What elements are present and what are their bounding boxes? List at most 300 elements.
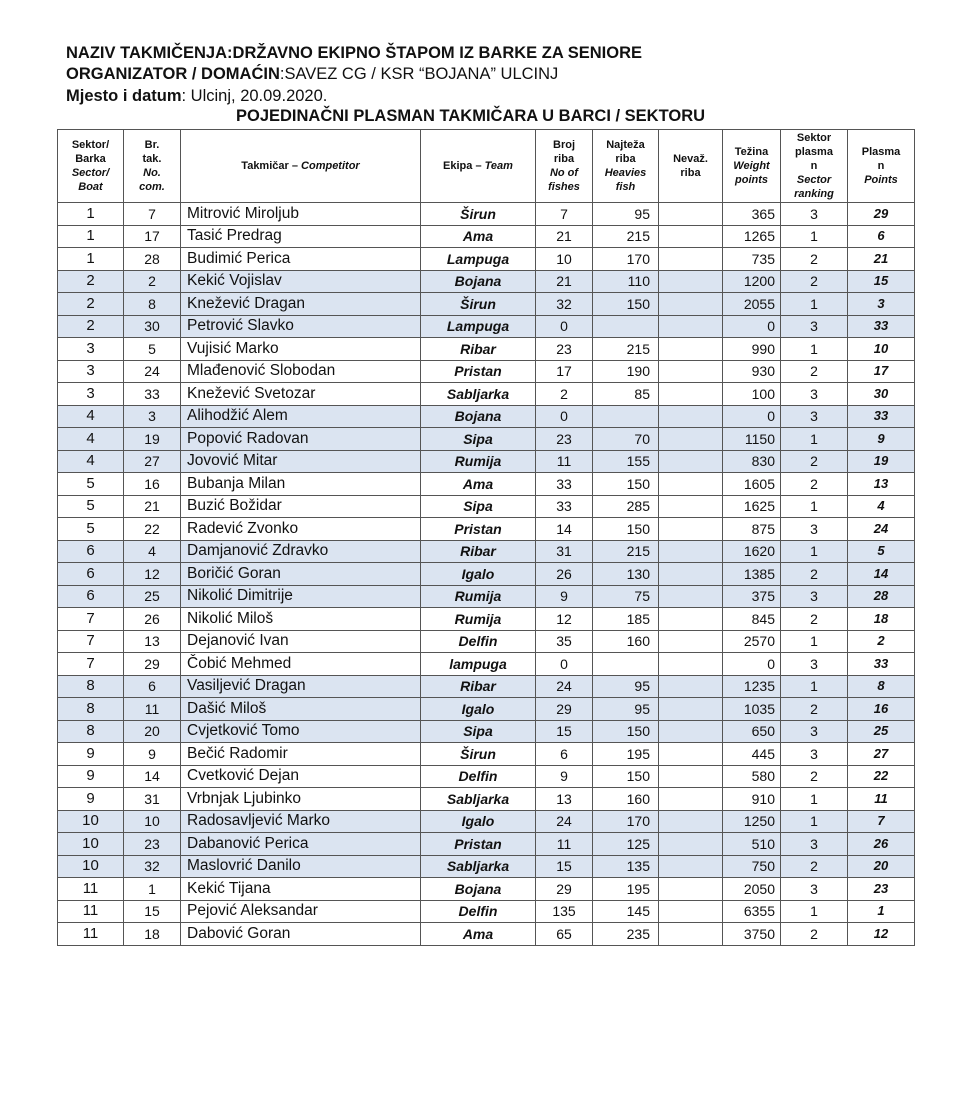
cell-points: 21 [848,248,915,271]
cell-sector: 5 [58,495,124,518]
cell-number: 19 [124,428,181,451]
cell-number: 23 [124,833,181,856]
cell-sector: 10 [58,833,124,856]
cell-sector: 5 [58,518,124,541]
cell-fishes: 15 [536,855,593,878]
cell-points: 2 [848,630,915,653]
cell-heaviest: 170 [593,248,659,271]
cell-invalid [659,225,723,248]
table-row [58,270,915,293]
cell-competitor: Radosavljević Marko [181,810,421,833]
cell-invalid [659,540,723,563]
table-row [58,743,915,766]
cell-points: 25 [848,720,915,743]
cell-heaviest: 125 [593,833,659,856]
cell-points: 16 [848,698,915,721]
cell-number: 10 [124,810,181,833]
cell-weight: 1235 [723,675,781,698]
cell-sector: 9 [58,788,124,811]
competition-value: DRŽAVNO EKIPNO ŠTAPOM IZ BARKE ZA SENIORE [232,44,642,62]
cell-sector-rank: 3 [781,720,848,743]
place-value: : Ulcinj, 20.09.2020. [181,87,328,105]
cell-number: 9 [124,743,181,766]
cell-sector: 11 [58,923,124,946]
cell-heaviest: 75 [593,585,659,608]
competition-name [66,43,642,63]
cell-competitor: Kekić Vojislav [181,270,421,293]
cell-weight: 0 [723,405,781,428]
cell-sector-rank: 1 [781,540,848,563]
cell-team: lampuga [421,653,536,676]
cell-sector-rank: 1 [781,495,848,518]
cell-heaviest: 150 [593,720,659,743]
cell-number: 24 [124,360,181,383]
table-row [58,788,915,811]
cell-weight: 100 [723,383,781,406]
cell-fishes: 0 [536,315,593,338]
cell-heaviest: 95 [593,675,659,698]
cell-invalid [659,608,723,631]
cell-sector-rank: 1 [781,810,848,833]
cell-fishes: 23 [536,428,593,451]
cell-heaviest: 145 [593,900,659,923]
cell-points: 27 [848,743,915,766]
cell-fishes: 12 [536,608,593,631]
cell-heaviest: 135 [593,855,659,878]
cell-invalid [659,900,723,923]
cell-number: 8 [124,293,181,316]
table-row [58,518,915,541]
cell-competitor: Nikolić Miloš [181,608,421,631]
table-row [58,428,915,451]
cell-sector: 11 [58,900,124,923]
cell-weight: 990 [723,338,781,361]
table-row [58,833,915,856]
cell-competitor: Buzić Božidar [181,495,421,518]
cell-fishes: 32 [536,293,593,316]
table-row [58,585,915,608]
cell-sector-rank: 2 [781,765,848,788]
cell-fishes: 13 [536,788,593,811]
cell-competitor: Popović Radovan [181,428,421,451]
cell-sector: 7 [58,653,124,676]
cell-fishes: 11 [536,833,593,856]
cell-number: 6 [124,675,181,698]
cell-sector-rank: 3 [781,743,848,766]
cell-heaviest: 215 [593,540,659,563]
cell-team: Sabljarka [421,383,536,406]
cell-sector: 2 [58,315,124,338]
cell-weight: 445 [723,743,781,766]
cell-weight: 0 [723,653,781,676]
cell-team: Pristan [421,518,536,541]
cell-sector: 3 [58,338,124,361]
cell-competitor: Pejović Aleksandar [181,900,421,923]
cell-fishes: 24 [536,810,593,833]
cell-team: Rumija [421,585,536,608]
cell-sector-rank: 1 [781,788,848,811]
col-invalid: Nevaž. riba [659,130,723,203]
cell-competitor: Cvjetković Tomo [181,720,421,743]
cell-competitor: Maslovrić Danilo [181,855,421,878]
cell-number: 11 [124,698,181,721]
cell-team: Igalo [421,698,536,721]
cell-number: 7 [124,203,181,226]
cell-number: 4 [124,540,181,563]
cell-heaviest: 150 [593,765,659,788]
cell-points: 8 [848,675,915,698]
cell-weight: 375 [723,585,781,608]
cell-competitor: Damjanović Zdravko [181,540,421,563]
col-sector-rank: Sektor plasma n Sector ranking [781,130,848,203]
col-competitor: Takmičar – Competitor [181,130,421,203]
cell-invalid [659,383,723,406]
cell-number: 28 [124,248,181,271]
cell-weight: 1150 [723,428,781,451]
table-row [58,338,915,361]
cell-weight: 3750 [723,923,781,946]
cell-heaviest: 150 [593,293,659,316]
cell-weight: 930 [723,360,781,383]
cell-number: 5 [124,338,181,361]
cell-number: 25 [124,585,181,608]
cell-fishes: 23 [536,338,593,361]
cell-sector: 6 [58,585,124,608]
cell-invalid [659,405,723,428]
cell-sector-rank: 1 [781,428,848,451]
cell-heaviest [593,315,659,338]
cell-team: Bojana [421,878,536,901]
cell-competitor: Dabanović Perica [181,833,421,856]
cell-competitor: Dejanović Ivan [181,630,421,653]
cell-sector: 2 [58,293,124,316]
cell-invalid [659,338,723,361]
cell-number: 16 [124,473,181,496]
cell-weight: 845 [723,608,781,631]
cell-heaviest: 195 [593,743,659,766]
cell-weight: 580 [723,765,781,788]
cell-sector: 6 [58,563,124,586]
cell-sector: 4 [58,450,124,473]
cell-number: 12 [124,563,181,586]
cell-points: 22 [848,765,915,788]
table-row [58,720,915,743]
cell-sector-rank: 2 [781,473,848,496]
cell-competitor: Dašić Miloš [181,698,421,721]
cell-team: Ribar [421,338,536,361]
cell-sector-rank: 3 [781,653,848,676]
cell-team: Delfin [421,900,536,923]
cell-number: 14 [124,765,181,788]
col-number: Br. tak. No. com. [124,130,181,203]
cell-team: Pristan [421,833,536,856]
cell-heaviest: 285 [593,495,659,518]
cell-points: 4 [848,495,915,518]
cell-weight: 910 [723,788,781,811]
table-row [58,653,915,676]
cell-fishes: 35 [536,630,593,653]
cell-points: 15 [848,270,915,293]
cell-fishes: 26 [536,563,593,586]
cell-heaviest: 190 [593,360,659,383]
cell-sector: 3 [58,360,124,383]
cell-number: 21 [124,495,181,518]
cell-invalid [659,743,723,766]
table-row [58,293,915,316]
cell-points: 26 [848,833,915,856]
cell-fishes: 65 [536,923,593,946]
cell-sector: 4 [58,428,124,451]
cell-sector: 9 [58,743,124,766]
cell-invalid [659,270,723,293]
cell-number: 3 [124,405,181,428]
cell-team: Širun [421,293,536,316]
cell-invalid [659,315,723,338]
cell-sector-rank: 1 [781,225,848,248]
cell-sector: 10 [58,855,124,878]
cell-fishes: 21 [536,225,593,248]
cell-team: Ribar [421,540,536,563]
cell-points: 29 [848,203,915,226]
cell-sector: 7 [58,608,124,631]
cell-fishes: 29 [536,698,593,721]
cell-invalid [659,675,723,698]
cell-fishes: 9 [536,585,593,608]
cell-heaviest: 130 [593,563,659,586]
cell-competitor: Alihodžić Alem [181,405,421,428]
cell-invalid [659,653,723,676]
cell-sector-rank: 3 [781,383,848,406]
cell-invalid [659,495,723,518]
cell-competitor: Radević Zvonko [181,518,421,541]
cell-points: 28 [848,585,915,608]
cell-team: Širun [421,203,536,226]
cell-fishes: 7 [536,203,593,226]
cell-fishes: 0 [536,653,593,676]
cell-team: Sipa [421,720,536,743]
cell-sector: 1 [58,248,124,271]
cell-number: 20 [124,720,181,743]
cell-team: Ama [421,923,536,946]
cell-number: 17 [124,225,181,248]
cell-weight: 1250 [723,810,781,833]
table-row [58,248,915,271]
cell-competitor: Čobić Mehmed [181,653,421,676]
cell-heaviest: 150 [593,518,659,541]
cell-number: 29 [124,653,181,676]
cell-sector-rank: 2 [781,855,848,878]
header-row [58,130,915,203]
col-points: Plasma n Points [848,130,915,203]
cell-competitor: Nikolić Dimitrije [181,585,421,608]
cell-invalid [659,720,723,743]
cell-invalid [659,248,723,271]
cell-invalid [659,788,723,811]
cell-competitor: Boričić Goran [181,563,421,586]
competition-label: NAZIV TAKMIČENJA: [66,44,233,62]
cell-sector: 5 [58,473,124,496]
cell-weight: 2570 [723,630,781,653]
cell-team: Pristan [421,360,536,383]
results-table [57,129,915,946]
cell-sector-rank: 3 [781,315,848,338]
cell-sector: 2 [58,270,124,293]
cell-sector: 1 [58,203,124,226]
cell-fishes: 135 [536,900,593,923]
cell-invalid [659,203,723,226]
cell-sector-rank: 2 [781,923,848,946]
cell-fishes: 10 [536,248,593,271]
cell-team: Bojana [421,270,536,293]
cell-heaviest [593,653,659,676]
cell-sector: 11 [58,878,124,901]
cell-heaviest: 95 [593,698,659,721]
cell-number: 33 [124,383,181,406]
cell-weight: 830 [723,450,781,473]
table-row [58,923,915,946]
cell-sector-rank: 1 [781,338,848,361]
cell-points: 33 [848,315,915,338]
cell-points: 12 [848,923,915,946]
cell-sector: 8 [58,675,124,698]
cell-points: 7 [848,810,915,833]
cell-number: 26 [124,608,181,631]
cell-competitor: Vrbnjak Ljubinko [181,788,421,811]
cell-fishes: 6 [536,743,593,766]
cell-sector-rank: 2 [781,360,848,383]
cell-sector-rank: 2 [781,270,848,293]
table-row [58,315,915,338]
cell-invalid [659,878,723,901]
table-row [58,225,915,248]
cell-points: 10 [848,338,915,361]
cell-fishes: 29 [536,878,593,901]
results-body [58,203,915,946]
cell-weight: 875 [723,518,781,541]
cell-sector-rank: 3 [781,833,848,856]
cell-competitor: Vasiljević Dragan [181,675,421,698]
cell-heaviest: 160 [593,788,659,811]
place-date [66,86,327,106]
cell-number: 2 [124,270,181,293]
cell-invalid [659,923,723,946]
cell-sector: 9 [58,765,124,788]
cell-invalid [659,855,723,878]
cell-weight: 1035 [723,698,781,721]
cell-team: Lampuga [421,248,536,271]
cell-invalid [659,360,723,383]
cell-sector-rank: 2 [781,608,848,631]
cell-weight: 2055 [723,293,781,316]
table-row [58,900,915,923]
cell-invalid [659,585,723,608]
table-row [58,383,915,406]
cell-sector-rank: 1 [781,675,848,698]
cell-weight: 1385 [723,563,781,586]
cell-competitor: Vujisić Marko [181,338,421,361]
table-row [58,630,915,653]
cell-number: 27 [124,450,181,473]
cell-sector-rank: 2 [781,248,848,271]
cell-team: Ama [421,473,536,496]
cell-competitor: Kekić Tijana [181,878,421,901]
cell-number: 22 [124,518,181,541]
cell-sector: 8 [58,720,124,743]
col-sector: Sektor/ Barka Sector/ Boat [58,130,124,203]
cell-sector-rank: 2 [781,698,848,721]
cell-heaviest: 95 [593,203,659,226]
cell-invalid [659,563,723,586]
cell-team: Sipa [421,495,536,518]
table-row [58,203,915,226]
cell-number: 15 [124,900,181,923]
cell-heaviest: 160 [593,630,659,653]
table-row [58,495,915,518]
cell-competitor: Mlađenović Slobodan [181,360,421,383]
col-heaviest: Najteža riba Heavies fish [593,130,659,203]
cell-heaviest: 70 [593,428,659,451]
cell-team: Delfin [421,765,536,788]
cell-sector-rank: 3 [781,585,848,608]
cell-invalid [659,698,723,721]
cell-team: Ribar [421,675,536,698]
cell-invalid [659,428,723,451]
cell-weight: 6355 [723,900,781,923]
cell-invalid [659,630,723,653]
cell-team: Rumija [421,450,536,473]
cell-sector-rank: 3 [781,878,848,901]
cell-number: 31 [124,788,181,811]
cell-sector: 1 [58,225,124,248]
cell-weight: 365 [723,203,781,226]
cell-team: Igalo [421,563,536,586]
cell-fishes: 14 [536,518,593,541]
cell-points: 5 [848,540,915,563]
cell-fishes: 15 [536,720,593,743]
cell-fishes: 2 [536,383,593,406]
table-row [58,473,915,496]
cell-weight: 1605 [723,473,781,496]
cell-fishes: 0 [536,405,593,428]
cell-points: 33 [848,653,915,676]
cell-weight: 1625 [723,495,781,518]
cell-points: 11 [848,788,915,811]
cell-heaviest: 235 [593,923,659,946]
cell-sector: 8 [58,698,124,721]
cell-weight: 1620 [723,540,781,563]
table-row [58,765,915,788]
cell-fishes: 11 [536,450,593,473]
cell-fishes: 17 [536,360,593,383]
cell-points: 33 [848,405,915,428]
cell-points: 1 [848,900,915,923]
table-row [58,405,915,428]
cell-sector: 6 [58,540,124,563]
organizer-label: ORGANIZATOR / DOMAĆIN [66,65,280,83]
cell-heaviest: 215 [593,225,659,248]
cell-competitor: Jovović Mitar [181,450,421,473]
cell-invalid [659,293,723,316]
cell-weight: 1200 [723,270,781,293]
table-row [58,675,915,698]
cell-heaviest: 155 [593,450,659,473]
cell-heaviest: 150 [593,473,659,496]
table-row [58,878,915,901]
cell-points: 18 [848,608,915,631]
table-subtitle: POJEDINAČNI PLASMAN TAKMIČARA U BARCI / SEKTORU [236,107,706,125]
cell-sector: 10 [58,810,124,833]
cell-number: 30 [124,315,181,338]
